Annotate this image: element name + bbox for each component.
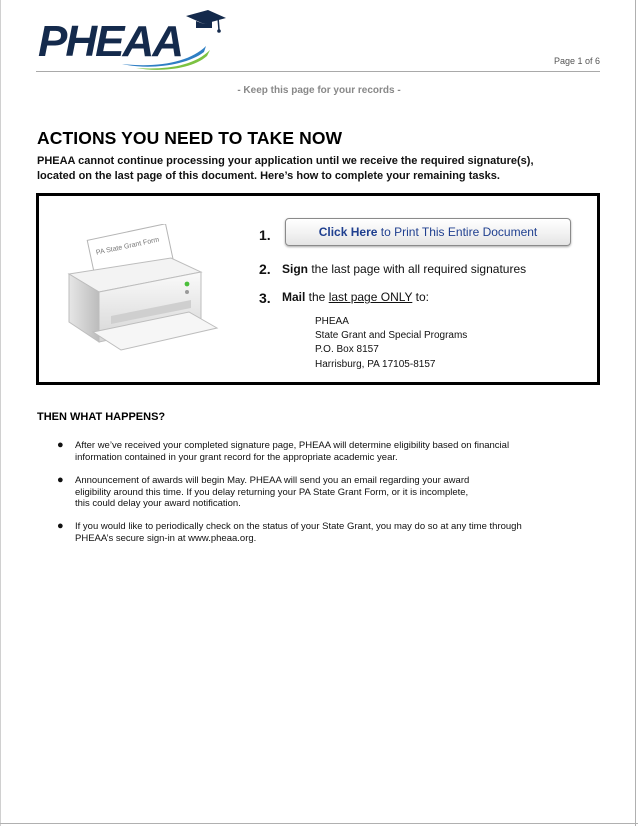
bullet-dot: ● (57, 520, 64, 532)
printer-icon (59, 224, 224, 359)
action-steps-box (36, 193, 600, 385)
bullet-item (75, 521, 595, 544)
print-document-button[interactable] (285, 218, 571, 246)
bullet-item (75, 475, 595, 510)
address-line: Harrisburg, PA 17105-8157 (315, 358, 436, 370)
bullet-line: PHEAA’s secure sign-in at www.pheaa.org. (75, 532, 257, 544)
step-3-mid: the (305, 290, 329, 304)
actions-intro-line: located on the last page of this document. Here’s how to complete your remaining tasks. (37, 169, 500, 182)
status-light-grey (185, 290, 189, 294)
status-light-green (185, 282, 190, 287)
step-2-rest: the last page with all required signatures (308, 262, 527, 276)
step-3-bold: Mail (282, 290, 306, 304)
mailing-address (315, 315, 467, 372)
step-3-end: to: (412, 290, 429, 304)
step-1-number: 1. (259, 227, 271, 243)
address-line: State Grant and Special Programs (315, 330, 468, 342)
actions-intro (37, 154, 607, 183)
keep-records-note: - Keep this page for your records - (237, 85, 401, 96)
page-number: Page 1 of 6 (553, 56, 600, 66)
bullet-line: If you would like to periodically check on the status of your State Grant, you may do so at any time through (75, 521, 522, 532)
page-edge-left (0, 0, 1, 826)
pheaa-logo (36, 8, 236, 70)
graduation-cap-icon (186, 10, 226, 33)
bullet-line: eligibility around this time. If you delay returning your PA State Grant Form, or it is incomplete, (75, 486, 469, 498)
print-button-text: to Print This Entire Document (377, 225, 538, 239)
page-edge-right (635, 0, 636, 826)
actions-heading: ACTIONS YOU NEED TO TAKE NOW (37, 128, 343, 148)
bullet-dot: ● (57, 474, 64, 486)
then-what-happens-heading: THEN WHAT HAPPENS? (37, 411, 166, 423)
step-3-number: 3. (259, 290, 271, 306)
step-2-bold: Sign (282, 262, 308, 276)
bullet-item (75, 440, 595, 463)
logo-wordmark: PHEAA (38, 17, 183, 66)
step-2-text (282, 262, 526, 276)
bullet-line: information contained in your grant record for the appropriate academic year. (75, 451, 398, 463)
address-line: P.O. Box 8157 (315, 344, 379, 356)
step-2-number: 2. (259, 261, 271, 277)
header-divider (36, 71, 600, 72)
bullet-line: After we’ve received your completed signature page, PHEAA will determine eligibility based on financial (75, 440, 510, 451)
page-edge-bottom (0, 823, 638, 824)
bullet-line: this could delay your award notification. (75, 498, 241, 509)
bullet-dot: ● (57, 439, 64, 451)
print-button-bold: Click Here (318, 225, 378, 239)
step-3-text (282, 290, 429, 304)
bullet-line: Announcement of awards will begin May. PHEAA will send you an email regarding your award (75, 475, 470, 486)
step-3-underlined: last page ONLY (328, 290, 413, 304)
address-line: PHEAA (315, 316, 349, 327)
paper-form-label: PA State Grant Form (95, 236, 160, 257)
actions-intro-line: PHEAA cannot continue processing your application until we receive the required signature(s), (37, 155, 534, 167)
